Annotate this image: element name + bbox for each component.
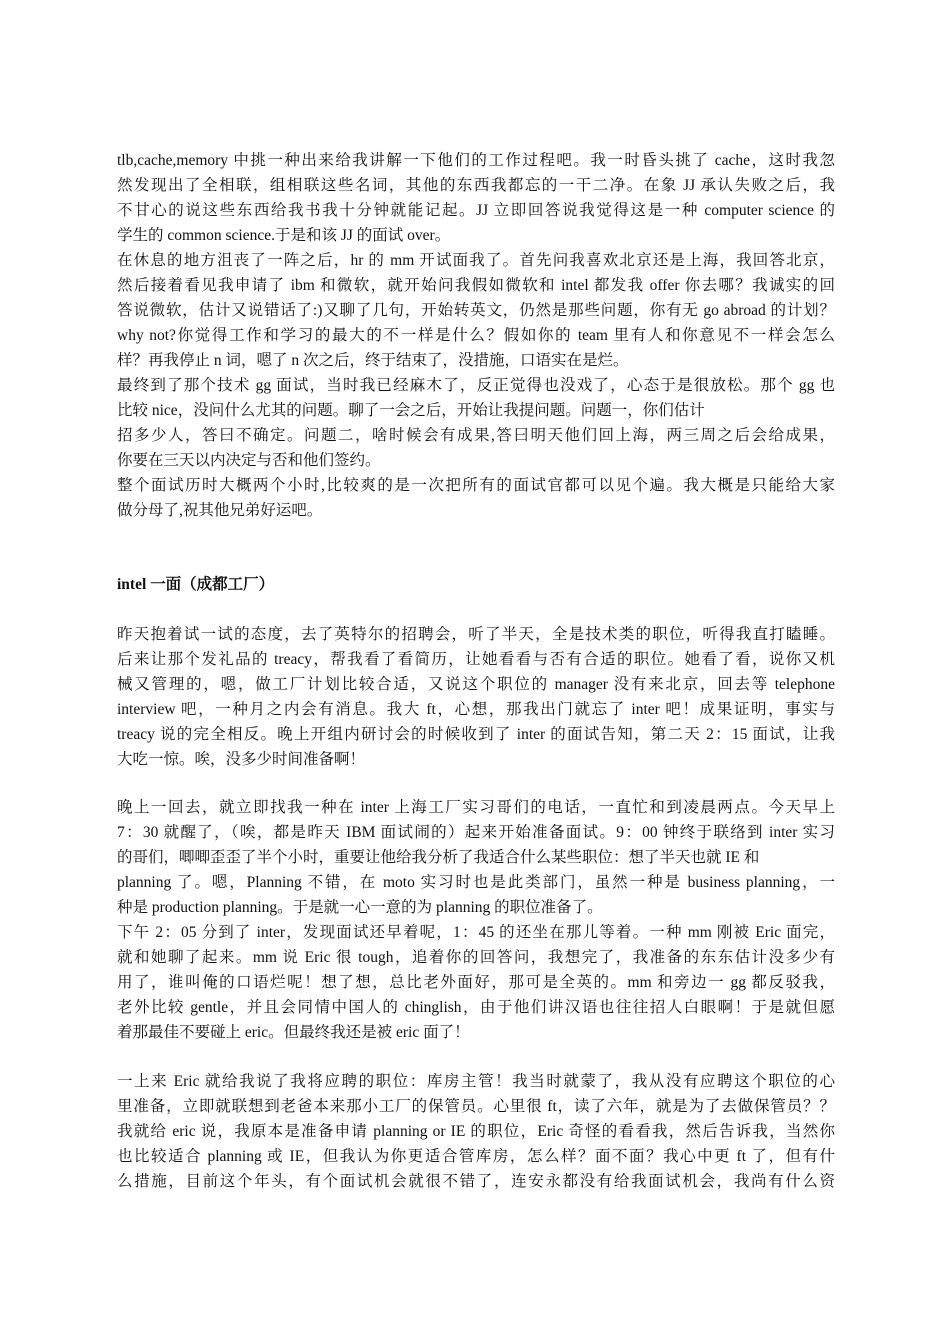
text-line: 昨天抱着试一试的态度，去了英特尔的招聘会，听了半天，全是技术类的职位，听得我直打瞌睡。 — [117, 626, 835, 643]
text-line: 一上来 Eric 就给我说了我将应聘的职位：库房主管！我当时就蒙了，我从没有应聘这个职位的心 — [117, 1073, 835, 1090]
text-line: 不甘心的说这些东西给我书我十分钟就能记起。JJ 立即回答说我觉得这是一种 computer science 的 — [117, 202, 835, 219]
text-line: tlb,cache,memory 中挑一种出来给我讲解一下他们的工作过程吧。我一时昏头挑了 cache，这时我忽 — [117, 152, 835, 169]
text-line: planning 了。嗯，Planning 不错，在 moto 实习时也是此类部门，虽然一种是 business planning，一 — [117, 874, 835, 891]
text-line: 学生的 common science.于是和该 JJ 的面试 over。 — [117, 227, 451, 244]
text-line: 在休息的地方沮丧了一阵之后，hr 的 mm 开试面我了。首先问我喜欢北京还是上海，我回答北京， — [117, 252, 835, 269]
text-line: 晚上一回去，就立即找我一种在 inter 上海工厂实习哥们的电话，一直忙和到凌晨两点。今天早上 — [117, 799, 835, 816]
text-line: 里准备，立即就联想到老爸本来那小工厂的保管员。心里很 ft，读了六年，就是为了去做保管员？？ — [117, 1098, 835, 1115]
heading-text: intel 一面（成都工厂） — [117, 576, 275, 593]
paragraph-block-ibm-interview — [117, 148, 835, 523]
section-heading — [117, 572, 835, 597]
text-line: 样？再我停止 n 词，嗯了 n 次之后，终于结束了，没措施，口语实在是烂。 — [117, 352, 629, 369]
text-line: 用了，谁叫俺的口语烂呢！想了想，总比老外面好，那可是全英的。mm 和旁边一 gg 都反驳我， — [117, 974, 835, 991]
text-line: interview 吧，一种月之内会有消息。我大 ft，心想，那我出门就忘了 inter 吧！成果证明，事实与 — [117, 701, 835, 718]
text-line: 大吃一惊。唉，没多少时间准备啊！ — [117, 751, 366, 768]
text-line: 下午 2：05 分到了 inter，发现面试还早着呢，1：45 的还坐在那儿等着。一种 mm 刚被 Eric 面完， — [117, 924, 835, 941]
text-line: 答说微软，估计又说错话了:)又聊了几句，开始转英文，仍然是那些问题，你有无 go abroad 的计划？ — [117, 302, 835, 319]
text-line: 做分母了,祝其他兄弟好运吧。 — [117, 502, 323, 519]
paragraph-block-preparation — [117, 795, 835, 1045]
text-line: 着那最佳不要碰上 eric。但最终我还是被 eric 面了！ — [117, 1024, 470, 1041]
text-line: 比较 nice，没问什么尤其的问题。聊了一会之后，开始让我提问题。问题一，你们估计 — [117, 402, 705, 419]
text-line: 么措施，目前这个年头，有个面试机会就很不错了，连安永都没有给我面试机会，我尚有什么资 — [117, 1173, 835, 1190]
text-line: treacy 说的完全相反。晚上开组内研讨会的时候收到了 inter 的面试告知，第二天 2：15 面试，让我 — [117, 726, 835, 743]
text-line: why not?你觉得工作和学习的最大的不一样是什么？假如你的 team 里有人和你意见不一样会怎么 — [117, 327, 835, 344]
text-line: 然发现出了全相联，组相联这些名词，其他的东西我都忘的一干二净。在象 JJ 承认失败之后，我 — [117, 177, 835, 194]
text-line: 老外比较 gentle，并且会同情中国人的 chinglish，由于他们讲汉语也往往招人白眼啊！于是就但愿 — [117, 999, 835, 1016]
text-line: 种是 production planning。于是就一心一意的为 planning 的职位准备了。 — [117, 899, 603, 916]
text-line: 招多少人，答曰不确定。问题二，啥时候会有成果,答曰明天他们回上海，两三周之后会给成果， — [117, 427, 835, 444]
text-line: 的哥们，唧唧歪歪了半个小时，重要让他给我分析了我适合什么某些职位：想了半天也就 IE 和 — [117, 849, 760, 866]
paragraph-block-eric-interview — [117, 1069, 835, 1194]
text-line: 整个面试历时大概两个小时,比较爽的是一次把所有的面试官都可以见个遍。我大概是只能给大家 — [117, 477, 835, 494]
paragraph-block-career-fair — [117, 622, 835, 772]
text-line: 你要在三天以内决定与否和他们签约。 — [117, 452, 381, 469]
text-line: 7：30 就醒了，（唉，都是昨天 IBM 面试闹的）起来开始准备面试。9：00 钟终于联络到 inter 实习 — [117, 824, 835, 841]
text-line: 也比较适合 planning 或 IE，但我认为你更适合管库房，怎么样？面不面？我心中更 ft 了，但有什 — [117, 1148, 835, 1165]
text-line: 我就给 eric 说，我原本是准备申请 planning or IE 的职位，Eric 奇怪的看看我，然后告诉我，当然你 — [117, 1123, 835, 1140]
text-line: 然后接着看见我申请了 ibm 和微软，就开始问我假如微软和 intel 都发我 offer 你去哪？我诚实的回 — [117, 277, 835, 294]
text-line: 械又管理的，嗯，做工厂计划比较合适，又说这个职位的 manager 没有来北京，回去等 telephone — [117, 676, 835, 693]
text-line: 最终到了那个技术 gg 面试，当时我已经麻木了，反正觉得也没戏了，心态于是很放松。那个 gg 也 — [117, 377, 835, 394]
text-line: 后来让那个发礼品的 treacy，帮我看了看简历，让她看看与否有合适的职位。她看了看，说你又机 — [117, 651, 835, 668]
text-line: 就和她聊了起来。mm 说 Eric 很 tough，追着你的回答问，我想完了，我准备的东东估计没多少有 — [117, 949, 835, 966]
